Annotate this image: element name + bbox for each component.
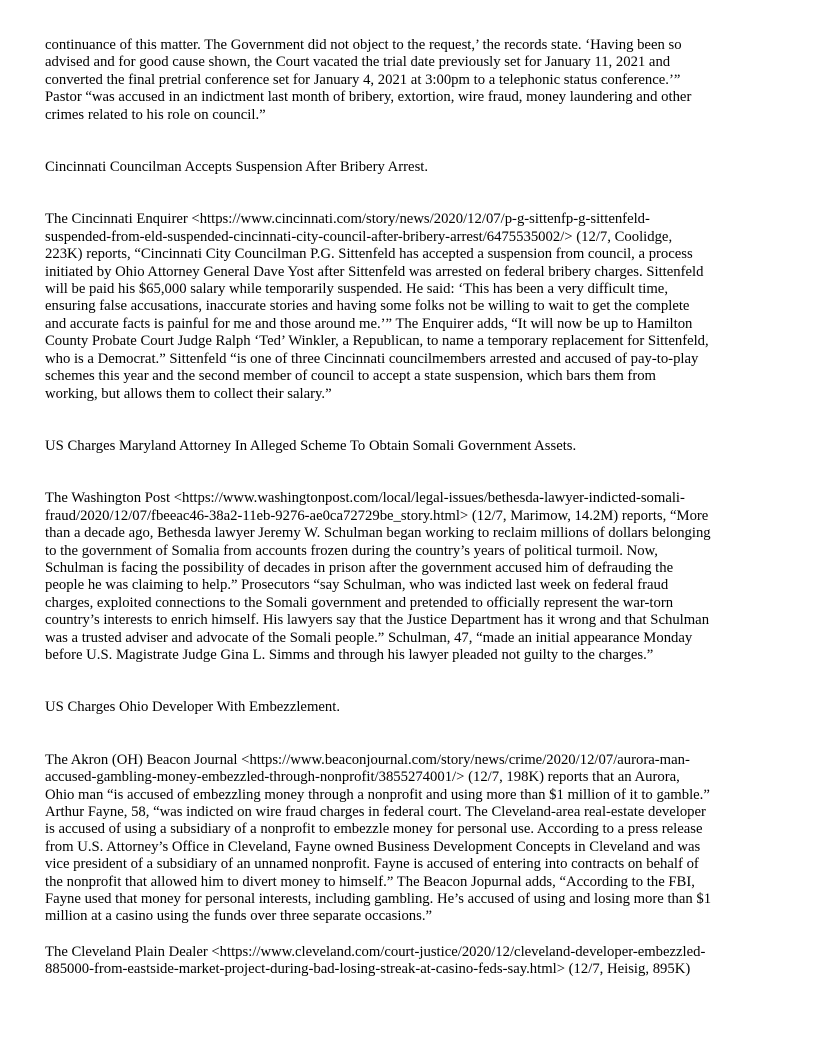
article-headline: US Charges Maryland Attorney In Alleged Scheme To Obtain Somali Government Assets. — [45, 437, 577, 454]
article-headline: Cincinnati Councilman Accepts Suspension After Bribery Arrest. — [45, 159, 429, 176]
article-paragraph: The Akron (OH) Beacon Journal <https://www.beaconjournal.com/story/news/crime/2020/12/07/aurora-man- accused-gambling-money-embezzled-through-nonprofit/3855274001/> (12/7, 198K) reports that an Aurora, Ohio man “is accused of embezzling money through a nonprofit and using more than $1 million of it to gamble.” Arthur Fayne, 58, “was indicted on wire fraud charges in federal court. The Cleveland-area real-estate developer is accused of using a subsidiary of a nonprofit to embezzle money for personal use. According to a press release from U.S. Attorney’s Office in Cleveland, Fayne owned Business Development Concepts in Cleveland and was vice president of a subsidiary of an unnamed nonprofit. Fayne is accused of entering into contracts on behalf of the nonprofit that allowed him to divert money to himself.” The Beacon Jopurnal adds, “According to the FBI, Fayne used that money for personal interests, including gambling. He’s accused of using and losing more than $1 million at a casino using the funds over three separate occasions.” — [45, 751, 712, 925]
article-paragraph: continuance of this matter. The Government did not object to the request,’ the records state. ‘Having been so advised and for good cause shown, the Court vacated the trial date previously set for January 11, 2021 and converted the final pretrial conference set for January 4, 2021 at 3:00pm to a telephonic status conference.’” Pastor “was accused in an indictment last month of bribery, extortion, wire fraud, money laundering and other crimes related to his role on council.” — [45, 37, 692, 123]
article-headline: US Charges Ohio Developer With Embezzlement. — [45, 699, 340, 716]
document-page — [45, 37, 780, 979]
article-paragraph: The Washington Post <https://www.washingtonpost.com/local/legal-issues/bethesda-lawyer-indicted-somali- fraud/2020/12/07/fbeeac46-38a2-11eb-9276-ae0ca72729be_story.html> (12/7, Marimow, 14.2M) reports, “More than a decade ago, Bethesda lawyer Jeremy W. Schulman began working to reclaim millions of dollars belonging to the government of Somalia from accounts frozen during the country’s years of political turmoil. Now, Schulman is facing the possibility of decades in prison after the government accused him of defrauding the people he was claiming to help.” Prosecutors “say Schulman, who was indicted last week on federal fraud charges, exploited connections to the Somali government and pretended to officially represent the war-torn country’s interests to enrich himself. His lawyers say that the Justice Department has it wrong and that Schulman was a trusted adviser and advocate of the Somali people.” Schulman, 47, “made an initial appearance Monday before U.S. Magistrate Judge Gina L. Simms and through his lawyer pleaded not guilty to the charges.” — [45, 490, 711, 663]
article-paragraph: The Cleveland Plain Dealer <https://www.cleveland.com/court-justice/2020/12/cleveland-developer-embezzled- 885000-from-eastside-market-project-during-bad-losing-streak-at-casino-feds-say.html> (12/7, Heisig, 895K) — [45, 943, 706, 978]
article-paragraph: The Cincinnati Enquirer <https://www.cincinnati.com/story/news/2020/12/07/p-g-sittenfp-g-sittenfeld- suspended-from-eld-suspended-cincinnati-city-council-after-bribery-arrest/6475535002/> (12/7, Coolidge, 223K) reports, “Cincinnati City Councilman P.G. Sittenfeld has accepted a suspension from council, a process initiated by Ohio Attorney General Dave Yost after Sittenfeld was arrested on federal bribery charges. Sittenfeld will be paid his $65,000 salary while temporarily suspended. He said: ‘This has been a very difficult time, ensuring false accusations, inaccurate stories and having some folks not be willing to wait to get the complete and accurate facts is painful for me and those around me.’” The Enquirer adds, “It will now be up to Hamilton County Probate Court Judge Ralph ‘Ted’ Winkler, a Republican, to name a temporary replacement for Sittenfeld, who is a Democrat.” Sittenfeld “is one of three Cincinnati councilmembers arrested and accused of pay-to-play schemes this year and the second member of council to accept a state suspension, which bars them from working, but allows them to collect their salary.” — [45, 211, 709, 402]
